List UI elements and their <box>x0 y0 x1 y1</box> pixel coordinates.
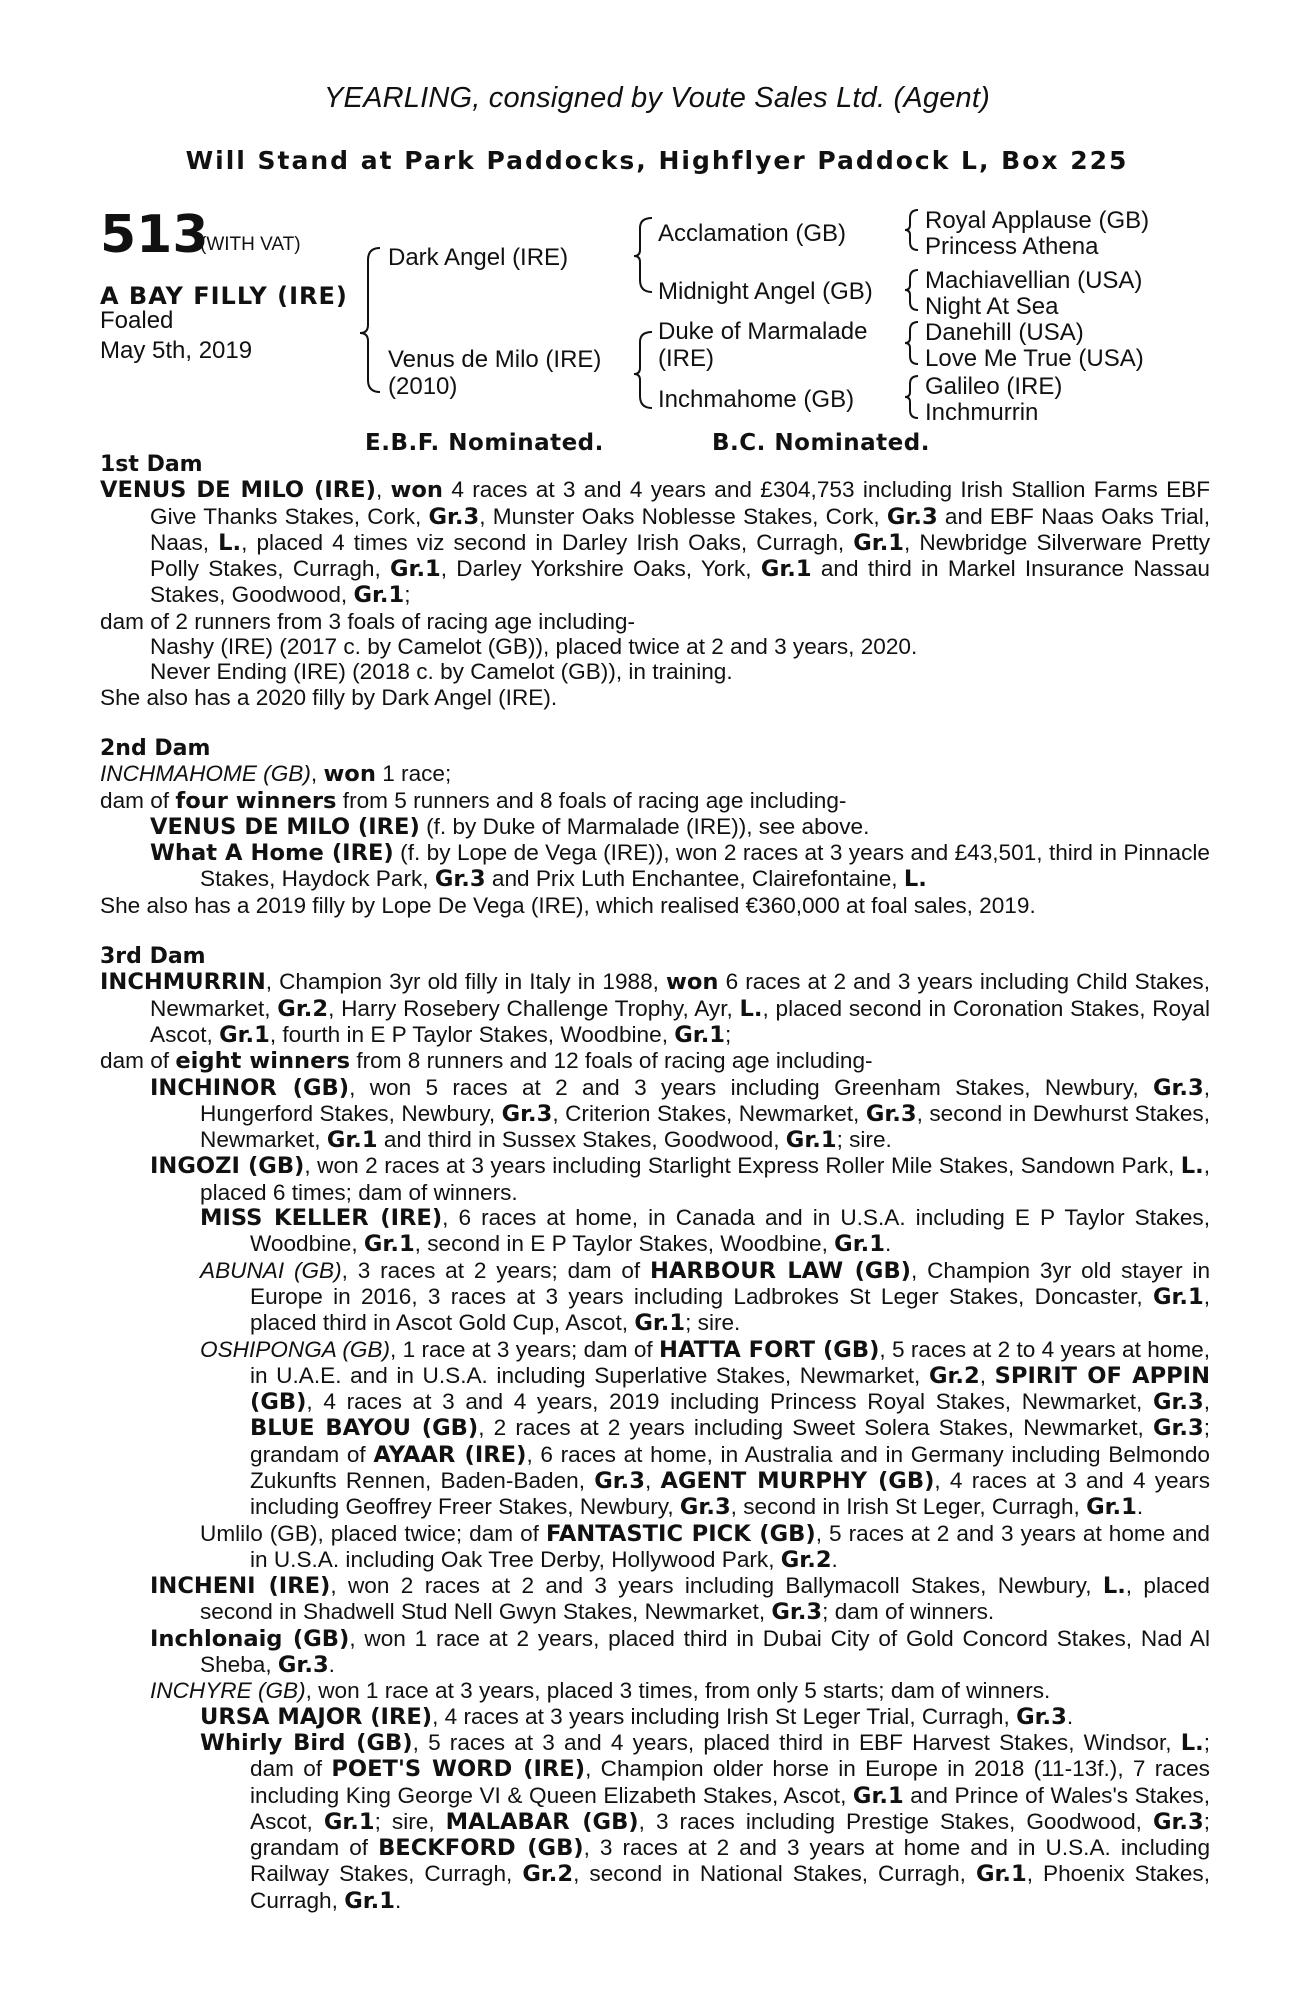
ingozi-oshiponga-part: OSHIPONGA (GB) <box>200 1336 391 1362</box>
second-dam-produce-intro-part: from 5 runners and 8 foals of racing age including- <box>336 787 847 813</box>
third-dam-produce-intro-part: from 8 runners and 12 foals of racing age including- <box>350 1048 873 1074</box>
third-dam-ingozi-part: L. <box>1180 1153 1204 1180</box>
first-dam-venus-part: , placed 4 times viz second in Darley Irish Oaks, Curragh, <box>241 529 854 555</box>
ingozi-miss-keller-part: Gr.1 <box>363 1231 415 1258</box>
second-dam-produce-intro-part: four winners <box>175 787 337 814</box>
inchyre-whirly-bird-part: Gr.1 <box>852 1782 904 1809</box>
pedigree-dam-name: Venus de Milo (IRE) <box>388 346 602 373</box>
ingozi-oshiponga-part: ; grandam of <box>250 1415 1210 1467</box>
inchyre-whirly-bird-part: Gr.1 <box>975 1861 1027 1888</box>
third-dam-incheni-part: ; dam of winners. <box>822 1599 995 1625</box>
ingozi-oshiponga-part: , <box>645 1467 661 1493</box>
first-dam-venus-part: Gr.3 <box>886 503 938 530</box>
ingozi-oshiponga-part: Gr.3 <box>594 1467 645 1494</box>
second-dam-what-a-home <box>100 840 1210 893</box>
inchyre-whirly-bird-part: . <box>394 1887 402 1913</box>
first-dam-venus-part: 4 races at 3 and 4 years and £304,753 including Irish Stallion Farms EBF Give Thanks Stakes, Cork, <box>150 477 1211 529</box>
third-dam-inchmurrin-part: 6 races at 2 and 3 years including Child Stakes, Newmarket, <box>150 969 1211 1021</box>
third-dam-inchlonaig-part: Gr.3 <box>277 1652 329 1679</box>
inchyre-ursa-major-part: , 4 races at 3 years including Irish St Leger Trial, Curragh, <box>432 1703 1017 1729</box>
ingozi-oshiponga-part: . <box>1136 1494 1144 1520</box>
third-dam-produce-intro <box>100 1048 1210 1074</box>
ingozi-oshiponga-part: HATTA FORT (GB) <box>659 1336 880 1363</box>
ingozi-abunai-part: , placed third in Ascot Gold Cup, Ascot, <box>250 1283 1210 1336</box>
second-dam-inchmahome <box>100 761 1210 787</box>
ingozi-oshiponga-part: , second in Irish St Leger, Curragh, <box>730 1494 1087 1520</box>
pedigree-dam-sire-name: Duke of Marmalade <box>658 318 868 345</box>
inchyre-whirly-bird-part: Gr.1 <box>344 1887 395 1914</box>
third-dam-ingozi-part: INGOZI (GB) <box>150 1153 305 1180</box>
inchyre-ursa-major-part: Gr.3 <box>1016 1703 1067 1730</box>
ingozi-miss-keller-part: , second in E P Taylor Stakes, Woodbine, <box>414 1231 835 1257</box>
second-dam-venus-part: (f. by Duke of Marmalade (IRE)), see above. <box>419 813 870 839</box>
ingozi-umlilo <box>100 1521 1210 1574</box>
third-dam-inchmurrin-part: won <box>666 969 719 996</box>
second-dam-venus-part: VENUS DE MILO (IRE) <box>150 813 420 840</box>
foaled-info <box>100 306 252 366</box>
ingozi-oshiponga-part: Gr.3 <box>679 1494 731 1521</box>
second-dam-produce-intro <box>100 788 1210 814</box>
ebf-nominated: E.B.F. Nominated. <box>365 430 604 456</box>
third-dam-inchinor-part: Gr.1 <box>326 1127 378 1154</box>
ingozi-oshiponga-part: , 2 races at 2 years including Sweet Solera Stakes, Newmarket, <box>478 1415 1153 1441</box>
third-dam-produce-intro-part: dam of <box>100 1048 176 1074</box>
third-dam-incheni <box>100 1573 1210 1626</box>
third-dam-inchyre <box>100 1678 1210 1703</box>
first-dam-produce-never-ending-part: Never Ending (IRE) (2018 c. by Camelot (GB)), in training. <box>150 659 733 685</box>
first-dam-venus-part: Gr.1 <box>853 529 905 556</box>
inchyre-whirly-bird-part: ; sire, <box>374 1808 446 1834</box>
lot-number: 513 <box>100 205 209 265</box>
inchyre-whirly-bird-part: , Phoenix Stakes, Curragh, <box>250 1861 1210 1913</box>
section-gap <box>100 918 1210 944</box>
inchyre-ursa-major-part: URSA MAJOR (IRE) <box>200 1703 433 1730</box>
second-dam-inchmahome-part: 1 race; <box>375 761 452 787</box>
ingozi-abunai <box>100 1258 1210 1337</box>
third-dam-inchinor-part: Gr.3 <box>1152 1074 1204 1101</box>
first-dam-venus-part: Gr.1 <box>353 582 405 609</box>
pedigree-sire: Dark Angel (IRE) <box>388 244 569 271</box>
pedigree-dam <box>388 346 601 400</box>
third-dam-inchmurrin-part: L. <box>739 995 763 1022</box>
first-dam-produce-intro-part: dam of 2 runners from 3 foals of racing age including- <box>100 608 636 634</box>
third-dam-inchlonaig <box>100 1626 1210 1679</box>
first-dam-heading <box>100 452 1210 477</box>
third-dam-inchinor-part: ; sire. <box>836 1127 892 1153</box>
ingozi-umlilo-part: . <box>831 1546 838 1572</box>
ingozi-oshiponga-part: BLUE BAYOU (GB) <box>250 1415 479 1442</box>
inchyre-whirly-bird-part: BECKFORD (GB) <box>378 1835 584 1862</box>
third-dam-inchlonaig-part: Inchlonaig (GB) <box>150 1625 350 1652</box>
bc-nominated: B.C. Nominated. <box>712 430 930 456</box>
inchyre-whirly-bird-part: ; dam of <box>250 1729 1211 1782</box>
second-dam-what-a-home-part: and Prix Luth Enchantee, Clairefontaine, <box>485 866 904 892</box>
first-dam-venus-part: , <box>375 477 391 503</box>
third-dam-ingozi <box>100 1153 1210 1205</box>
ingozi-oshiponga-part: AYAAR (IRE) <box>373 1441 527 1468</box>
inchyre-whirly-bird-part: , 3 races at 2 and 3 years at home and in U.S.A. including Railway Stakes, Curragh, <box>250 1835 1211 1887</box>
ingozi-umlilo-part: , 5 races at 2 and 3 years at home and in U.S.A. including Oak Tree Derby, Hollywood Park, <box>250 1520 1210 1572</box>
first-dam-venus-part: VENUS DE MILO (IRE) <box>100 477 376 504</box>
first-dam-venus-part: L. <box>218 529 242 556</box>
third-dam-produce-intro-part: eight winners <box>175 1048 351 1075</box>
third-dam-inchyre-part: , won 1 race at 3 years, placed 3 times, from only 5 starts; dam of winners. <box>305 1678 1051 1704</box>
ingozi-miss-keller-part: . <box>884 1231 892 1257</box>
third-dam-inchinor-part: , second in Dewhurst Stakes, Newmarket, <box>200 1100 1211 1153</box>
first-dam-heading-part: 1st Dam <box>100 452 203 477</box>
pedigree-dsd: Love Me True (USA) <box>925 345 1144 372</box>
pedigree-dss: Danehill (USA) <box>925 319 1084 346</box>
third-dam-inchlonaig-part: , won 1 race at 2 years, placed third in Dubai City of Gold Concord Stakes, Nad Al Sheba, <box>200 1625 1210 1678</box>
first-dam-2020-filly-part: She also has a 2020 filly by Dark Angel (IRE). <box>100 684 558 710</box>
second-dam-venus <box>100 814 1210 840</box>
section-gap <box>100 710 1210 736</box>
ingozi-umlilo-part: FANTASTIC PICK (GB) <box>545 1520 816 1547</box>
ingozi-oshiponga-part: Gr.2 <box>928 1362 980 1389</box>
second-dam-heading-part: 2nd Dam <box>100 735 211 761</box>
third-dam-inchinor-part: and third in Sussex Stakes, Goodwood, <box>377 1127 786 1153</box>
third-dam-inchmurrin-part: Gr.2 <box>277 995 329 1022</box>
ingozi-umlilo-part: Umlilo (GB), placed twice; dam of <box>200 1520 546 1546</box>
pedigree-sire-sire: Acclamation (GB) <box>658 220 847 247</box>
third-dam-inchinor-part: , Hungerford Stakes, Newbury, <box>200 1074 1211 1126</box>
inchyre-whirly-bird-part: ; grandam of <box>250 1808 1211 1861</box>
catalogue-body <box>100 452 1210 1914</box>
first-dam-venus-part: and EBF Naas Oaks Trial, Naas, <box>150 503 1211 555</box>
ingozi-oshiponga-part: , 6 races at home, in Australia and in Germany including Belmondo Zukunfts Rennen, Baden-Baden, <box>250 1441 1210 1493</box>
third-dam-inchinor-part: INCHINOR (GB) <box>150 1074 350 1101</box>
second-dam-produce-intro-part: dam of <box>100 787 176 813</box>
pedigree-dds: Galileo (IRE) <box>925 373 1063 400</box>
third-dam-inchinor-part: Gr.3 <box>501 1100 553 1127</box>
stand-location: Will Stand at Park Paddocks, Highflyer Paddock L, Box 225 <box>185 146 1129 175</box>
pedigree-sss: Royal Applause (GB) <box>925 207 1150 234</box>
third-dam-heading <box>100 944 1210 969</box>
inchyre-whirly-bird-part: Gr.2 <box>522 1861 574 1888</box>
ingozi-oshiponga-part: , <box>1203 1389 1210 1415</box>
inchyre-whirly-bird-part: Whirly Bird (GB) <box>200 1729 413 1756</box>
vat-note: (WITH VAT) <box>200 234 301 255</box>
consignor-line: YEARLING, consigned by Voute Sales Ltd. (Agent) <box>323 82 991 114</box>
foaled-label: Foaled <box>100 307 174 334</box>
second-dam-2019-filly <box>100 893 1210 918</box>
ingozi-abunai-part: ABUNAI (GB) <box>200 1257 342 1283</box>
third-dam-incheni-part: Gr.3 <box>771 1599 823 1626</box>
pedigree-dam-sire-country: (IRE) <box>658 345 714 372</box>
inchyre-whirly-bird <box>100 1730 1210 1914</box>
third-dam-inchinor-part: , Criterion Stakes, Newmarket, <box>552 1100 866 1126</box>
inchyre-whirly-bird-part: , 3 races including Prestige Stakes, Goodwood, <box>638 1808 1153 1834</box>
ingozi-oshiponga-part: , 4 races at 3 and 4 years including Geoffrey Freer Stakes, Newbury, <box>250 1467 1210 1520</box>
first-dam-venus-part: and third in Markel Insurance Nassau Stakes, Goodwood, <box>150 556 1210 608</box>
first-dam-venus-part: Gr.1 <box>390 556 441 583</box>
second-dam-what-a-home-part: (f. by Lope de Vega (IRE)), won 2 races at 3 years and £43,501, third in Pinnacle Stakes, Haydock Park, <box>200 840 1210 892</box>
third-dam-inchinor-part: Gr.1 <box>785 1127 837 1154</box>
third-dam-heading-part: 3rd Dam <box>100 944 206 970</box>
ingozi-oshiponga-part: , <box>979 1362 995 1388</box>
inchyre-whirly-bird-part: , Champion older horse in Europe in 2018 (11-13f.), 7 races including King George VI & Queen Elizabeth Stakes, Ascot, <box>250 1756 1210 1808</box>
third-dam-inchmurrin-part: Gr.1 <box>674 1021 726 1048</box>
first-dam-venus-part: ; <box>404 582 411 608</box>
first-dam-venus-part: Gr.1 <box>760 556 812 583</box>
ingozi-oshiponga-part: , 5 races at 2 to 4 years at home, in U.A.E. and in U.S.A. including Superlative Stakes, Newmarket, <box>250 1336 1210 1388</box>
ingozi-oshiponga-part: Gr.3 <box>1152 1415 1204 1442</box>
third-dam-incheni-part: L. <box>1102 1573 1126 1600</box>
ingozi-oshiponga-part: SPIRIT OF APPIN (GB) <box>250 1362 1210 1416</box>
pedigree-sdd: Night At Sea <box>925 293 1059 320</box>
inchyre-whirly-bird-part: Gr.3 <box>1152 1808 1204 1835</box>
third-dam-incheni-part: , placed second in Shadwell Stud Nell Gwyn Stakes, Newmarket, <box>200 1573 1210 1625</box>
first-dam-2020-filly <box>100 685 1210 710</box>
ingozi-abunai-part: Gr.1 <box>1152 1283 1204 1310</box>
first-dam-produce-nashy-part: Nashy (IRE) (2017 c. by Camelot (GB)), placed twice at 2 and 3 years, 2020. <box>150 634 918 660</box>
pedigree-ddd: Inchmurrin <box>925 399 1039 426</box>
pedigree-dam-sire <box>658 318 867 372</box>
inchyre-whirly-bird-part: L. <box>1180 1729 1204 1756</box>
first-dam-produce-never-ending <box>100 659 1210 684</box>
pedigree-sds: Machiavellian (USA) <box>925 267 1143 294</box>
second-dam-inchmahome-part: won <box>323 761 376 788</box>
inchyre-ursa-major <box>100 1704 1210 1730</box>
third-dam-inchinor <box>100 1075 1210 1154</box>
ingozi-abunai-part: Gr.1 <box>634 1310 686 1337</box>
inchyre-whirly-bird-part: Gr.1 <box>323 1808 375 1835</box>
pedigree-sire-dam: Midnight Angel (GB) <box>658 278 873 305</box>
ingozi-oshiponga <box>100 1337 1210 1521</box>
third-dam-inchmurrin <box>100 969 1210 1048</box>
ingozi-oshiponga-part: Gr.3 <box>1152 1389 1204 1416</box>
inchyre-ursa-major-part: . <box>1066 1703 1074 1729</box>
second-dam-inchmahome-part: , <box>310 761 324 787</box>
third-dam-inchmurrin-part: , placed second in Coronation Stakes, Royal Ascot, <box>150 995 1210 1047</box>
ingozi-miss-keller-part: Gr.1 <box>834 1231 885 1258</box>
inchyre-whirly-bird-part: , 5 races at 3 and 4 years, placed third in EBF Harvest Stakes, Windsor, <box>412 1729 1181 1755</box>
second-dam-heading <box>100 736 1210 761</box>
ingozi-abunai-part: , Champion 3yr old stayer in Europe in 2016, 3 races at 3 years including Ladbrokes St Leger Stakes, Doncaster, <box>250 1257 1211 1309</box>
third-dam-ingozi-part: , placed 6 times; dam of winners. <box>200 1153 1211 1205</box>
foaled-date: May 5th, 2019 <box>100 337 253 364</box>
third-dam-inchmurrin-part: ; <box>725 1021 732 1047</box>
ingozi-miss-keller-part: , 6 races at home, in Canada and in U.S.A. including E P Taylor Stakes, Woodbine, <box>250 1205 1210 1257</box>
horse-name: A BAY FILLY (IRE) <box>100 282 348 310</box>
ingozi-oshiponga-part: , 4 races at 3 and 4 years, 2019 including Princess Royal Stakes, Newmarket, <box>306 1389 1153 1415</box>
third-dam-ingozi-part: , won 2 races at 3 years including Starlight Express Roller Mile Stakes, Sandown Park, <box>304 1153 1181 1179</box>
second-dam-inchmahome-part: INCHMAHOME (GB) <box>100 761 311 787</box>
first-dam-produce-intro <box>100 609 1210 634</box>
pedigree-dam-year: (2010) <box>388 373 458 400</box>
ingozi-abunai-part: , 3 races at 2 years; dam of <box>341 1257 651 1283</box>
third-dam-inchyre-part: INCHYRE (GB) <box>150 1678 306 1704</box>
ingozi-oshiponga-part: Gr.1 <box>1086 1494 1137 1521</box>
inchyre-whirly-bird-part: , second in National Stakes, Curragh, <box>573 1861 976 1887</box>
inchyre-whirly-bird-part: MALABAR (GB) <box>445 1808 639 1835</box>
first-dam-venus-part: Gr.3 <box>428 503 480 530</box>
second-dam-what-a-home-part: What A Home (IRE) <box>150 840 394 867</box>
ingozi-oshiponga-part: , 1 race at 3 years; dam of <box>390 1336 660 1362</box>
third-dam-inchinor-part: Gr.3 <box>865 1100 917 1127</box>
third-dam-inchmurrin-part: , fourth in E P Taylor Stakes, Woodbine, <box>269 1021 675 1047</box>
pedigree-dam-dam: Inchmahome (GB) <box>658 386 855 413</box>
first-dam-venus-part: , Munster Oaks Noblesse Stakes, Cork, <box>479 503 887 529</box>
third-dam-inchinor-part: , won 5 races at 2 and 3 years including Greenham Stakes, Newbury, <box>349 1074 1153 1100</box>
third-dam-inchmurrin-part: Gr.1 <box>219 1021 270 1048</box>
first-dam-venus-part: , Newbridge Silverware Pretty Polly Stakes, Curragh, <box>150 529 1210 582</box>
ingozi-miss-keller-part: MISS KELLER (IRE) <box>200 1205 443 1232</box>
ingozi-miss-keller <box>100 1205 1210 1258</box>
third-dam-inchmurrin-part: , Harry Rosebery Challenge Trophy, Ayr, <box>328 995 740 1021</box>
third-dam-inchmurrin-part: INCHMURRIN <box>100 969 266 996</box>
third-dam-incheni-part: INCHENI (IRE) <box>150 1573 331 1600</box>
ingozi-oshiponga-part: AGENT MURPHY (GB) <box>660 1467 935 1494</box>
second-dam-what-a-home-part: L. <box>903 866 927 893</box>
first-dam-venus-part: won <box>390 477 444 504</box>
third-dam-incheni-part: , won 2 races at 2 and 3 years including Ballymacoll Stakes, Newbury, <box>330 1573 1103 1599</box>
inchyre-whirly-bird-part: and Prince of Wales's Stakes, Ascot, <box>250 1782 1210 1834</box>
pedigree-ssd: Princess Athena <box>925 233 1099 260</box>
first-dam-venus <box>100 477 1210 608</box>
first-dam-produce-nashy <box>100 634 1210 659</box>
ingozi-umlilo-part: Gr.2 <box>780 1546 832 1573</box>
third-dam-inchlonaig-part: . <box>328 1652 335 1678</box>
first-dam-venus-part: , Darley Yorkshire Oaks, York, <box>440 556 761 582</box>
third-dam-inchmurrin-part: , Champion 3yr old filly in Italy in 1988, <box>265 969 667 995</box>
ingozi-abunai-part: ; sire. <box>685 1310 741 1336</box>
inchyre-whirly-bird-part: POET'S WORD (IRE) <box>331 1756 586 1783</box>
ingozi-abunai-part: HARBOUR LAW (GB) <box>650 1257 912 1284</box>
second-dam-what-a-home-part: Gr.3 <box>434 866 486 893</box>
second-dam-2019-filly-part: She also has a 2019 filly by Lope De Vega (IRE), which realised €360,000 at foal sales, 2019. <box>100 892 1036 918</box>
